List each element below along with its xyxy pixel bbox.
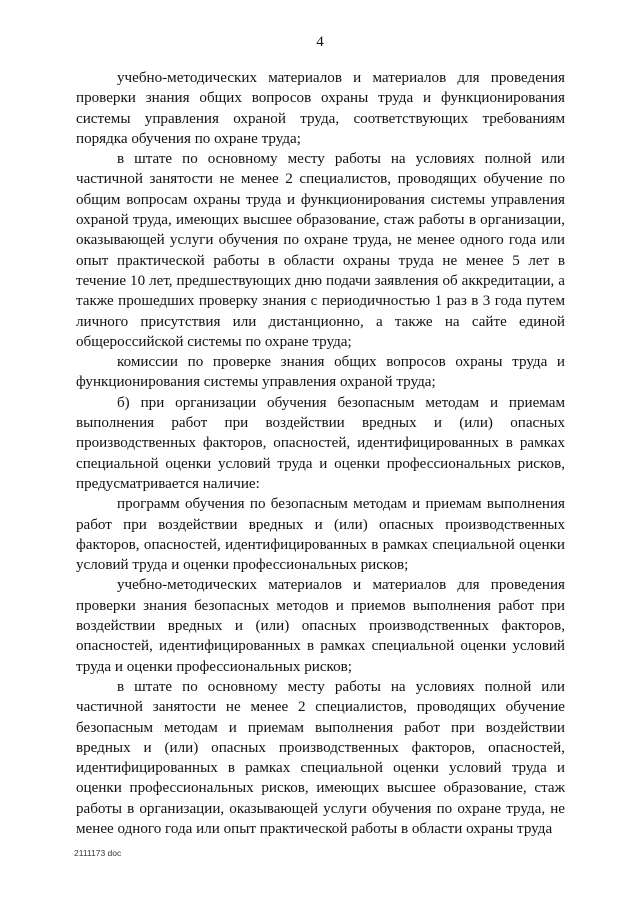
document-file-code: 2111173 doc [74, 848, 122, 858]
page-number: 4 [316, 34, 324, 50]
paragraph-2: в штате по основному месту работы на условиях полной или частичной занятости не менее 2 специалистов, проводящих обучение по общим вопросам охраны труда и функционирования системы управления охраной труда, имеющих высшее образование, стаж работы в организации, оказывающей услуги обучения по охране труда, не менее одного года или опыт практической работы в области охраны труда не менее 5 лет в течение 10 лет, предшествующих дню подачи заявления об аккредитации, а также прошедших проверку знания с периодичностью 1 раз в 3 года путем личного присутствия или дистанционно, а также на сайте единой общероссийской системы по охране труда; [76, 151, 565, 350]
paragraph-4: б) при организации обучения безопасным методам и приемам выполнения работ при воздействии вредных и (или) опасных производственных факторов, опасностей, идентифицированных в рамках специальной оценки условий труда и оценки профессиональных рисков, предусматривается наличие: [76, 394, 565, 492]
paragraph-6: учебно-методических материалов и материалов для проведения проверки знания безопасных методов и приемов выполнения работ при воздействии вредных и (или) опасных производственных факторов, опасностей, идентифицированных в рамках специальной оценки условий труда и оценки профессиональных рисков; [76, 577, 565, 675]
document-body [76, 68, 565, 839]
paragraph-5: программ обучения по безопасным методам и приемам выполнения работ при воздействии вредных и (или) опасных производственных факторов, опасностей, идентифицированных в рамках специальной оценки условий труда и оценки профессиональных рисков; [76, 496, 565, 574]
paragraph-3: комиссии по проверке знания общих вопросов охраны труда и функционирования системы управления охраной труда; [76, 354, 565, 391]
paragraph-1: учебно-методических материалов и материалов для проведения проверки знания общих вопросов охраны труда и функционирования системы управления охраной труда, соответствующих требованиям порядка обучения по охране труда; [76, 70, 565, 147]
paragraph-7: в штате по основному месту работы на условиях полной или частичной занятости не менее 2 специалистов, проводящих обучение безопасным методам и приемам выполнения работ при воздействии вредных и (или) опасных производственных факторов, опасностей, идентифицированных в рамках специальной оценки условий труда и оценки профессиональных рисков, имеющих высшее образование, стаж работы в организации, оказывающей услуги обучения по охране труда, не менее одного года или опыт практической работы в области охраны труда [76, 678, 565, 837]
